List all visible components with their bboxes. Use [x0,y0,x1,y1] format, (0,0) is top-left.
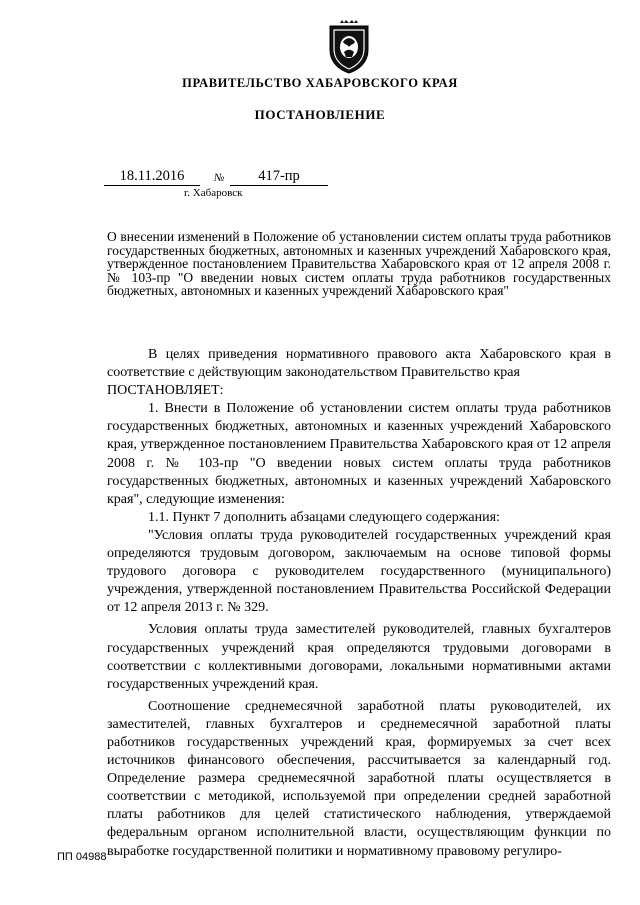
paragraph-quote-2: Условия оплаты труда заместителей руководителей, главных бухгалтеров государственных учреждений края определяются трудовыми договорами в соответствии с коллективными договорами, локальными нормативными актами государственных учреждений края. [107,622,611,692]
paragraph-quote-3: Соотношение среднемесячной заработной платы руководителей, их заместителей, главных бухгалтеров и среднемесячной заработной платы работников государственных учреждений края, формируемых за счет всех источников финансового обеспечения, рассчитывается за календарный год. Определение размера среднемесячной заработной платы осуществляется в соответствии с методикой, используемой при определении средней заработной платы работников для целей статистического наблюдения, утверждаемой федеральным органом исполнительной власти, осуществляющим функции по выработке государственной политики и нормативному правовому регулиро- [107,698,611,859]
document-body [107,346,611,861]
document-type: ПОСТАНОВЛЕНИЕ [254,107,386,122]
document-number: 417-пр [230,168,328,186]
footer-code: ПП 04988 [57,851,107,863]
document-city: г. Хабаровск [184,187,243,199]
paragraph-preamble: В целях приведения нормативного правового акта Хабаровского края в соответствие с действующим законодательством Правительство края [107,347,611,381]
paragraph-resolves: ПОСТАНОВЛЯЕТ: [107,383,224,399]
document-subject: О внесении изменений в Положение об установлении систем оплаты труда работников государственных бюджетных, автономных и казенных учреждений Хабаровского края, утвержденное постановлением Правительства Хабаровского края от 12 апреля 2008 г. № 103-пр "О введении новых систем оплаты труда работников государственных бюджетных, автономных и казенных учреждений Хабаровского края" [107,229,611,298]
government-title: ПРАВИТЕЛЬСТВО ХАБАРОВСКОГО КРАЯ [182,76,458,90]
coat-of-arms-icon [326,20,372,74]
paragraph-item-1-1: 1.1. Пункт 7 дополнить абзацами следующего содержания: [148,509,500,525]
paragraph-item-1: 1. Внести в Положение об установлении систем оплаты труда работников государственных бюджетных, автономных и казенных учреждений Хабаровского края, утвержденное постановлением Правительства Хабаровского края от 12 апреля 2008 г. № 103-пр "О введении новых систем оплаты труда работников государственных бюджетных, автономных и казенных учреждений Хабаровского края", следующие изменения: [107,401,611,507]
number-sign: № [214,172,225,184]
document-date: 18.11.2016 [104,168,200,186]
paragraph-quote-1: "Условия оплаты труда руководителей государственных учреждений края определяются трудовым договором, заключаемым на основе типовой формы трудового договора с руководителем государственного (муниципального) учреждения, утвержденной постановлением Правительства Российской Федерации от 12 апреля 2013 г. № 329. [107,527,611,616]
